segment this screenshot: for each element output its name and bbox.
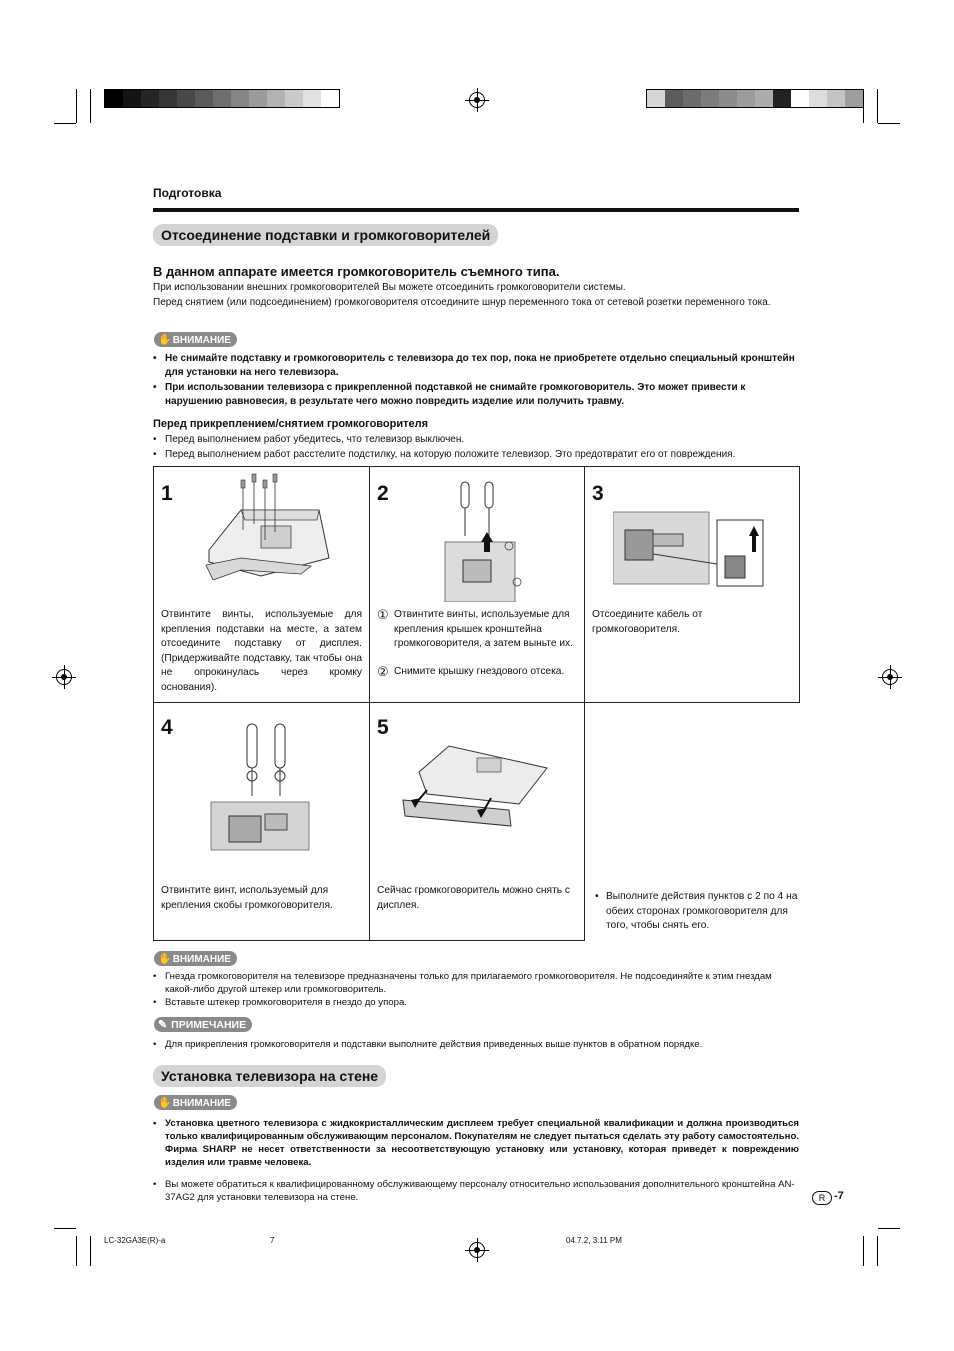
intro-line-2: Перед снятием (или подсоединением) громкоговорителя отсоедините шнур переменного тока от сетевой розетки переменного тока. (153, 297, 771, 308)
color-swatch (647, 90, 665, 107)
color-swatch (719, 90, 737, 107)
crop-mark (877, 89, 878, 123)
caution-item: • Не снимайте подставку и громкоговоритель с телевизора до тех пор, пока не приобретете отдельно специальный кронштейн для установки на него телевизора. (153, 353, 795, 378)
wall-caution-item: • Установка цветного телевизора с жидкокристаллическим дисплеем требует специальной квалификации и должна производиться только квалифицированным обслуживающим персоналом. Покупателям не следует пытаться сделать эту работу самостоятельно. Фирма SHARP не несет ответственности за несоответствующую установку или установку, которая приведет к повреждению изделия или травме человека. (153, 1118, 799, 1168)
step-number: 1 (161, 482, 173, 505)
step-caption-2: ② Снимите крышку гнездового отсека. (377, 664, 565, 679)
color-swatch (249, 90, 267, 107)
step-caption-1: ① Отвинтите винты, используемые для крепления крышек кронштейна громкоговорителя, а затем выньте их. (377, 607, 573, 649)
repeat-note: • Выполните действия пунктов с 2 по 4 на обеих сторонах громкоговорителя для того, чтобы снять его. (595, 891, 798, 931)
speaker-bracket-illustration (209, 722, 311, 852)
color-swatch (213, 90, 231, 107)
color-swatch (701, 90, 719, 107)
note-badge: ✎ ПРИМЕЧАНИЕ (154, 1017, 252, 1032)
crop-mark (90, 1236, 91, 1266)
color-swatch (267, 90, 285, 107)
caution-item: • При использовании телевизора с прикрепленной подставкой не снимайте громкоговоритель. Это может привести к нарушению равновесия, в результате чего можно повредить изделие или получить травму. (153, 382, 746, 407)
step-number: 4 (161, 716, 173, 739)
color-swatch (159, 90, 177, 107)
step-caption: Отвинтите винт, используемый для крепления скобы громкоговорителя. (161, 885, 333, 911)
color-swatch (845, 90, 863, 107)
page-number: -7 (834, 1190, 844, 1202)
intro-line-1: При использовании внешних громкоговорителей Вы можете отсоединить громкоговорители системы. (153, 282, 626, 293)
crop-mark (76, 89, 77, 123)
color-swatch (231, 90, 249, 107)
before-heading: Перед прикреплением/снятием громкоговорителя (153, 418, 429, 430)
file-code: LC-32GA3E(R)-a (104, 1236, 166, 1245)
color-swatch (285, 90, 303, 107)
note-item: • Для прикрепления громкоговорителя и подставки выполните действия приведенных выше пунктов в обратном порядке. (153, 1039, 703, 1050)
hand-icon: ✋ (158, 953, 172, 965)
color-swatch (195, 90, 213, 107)
subtitle: В данном аппарате имеется громкоговоритель съемного типа. (153, 264, 560, 279)
speaker-cover-illustration (443, 480, 533, 602)
color-swatch (105, 90, 123, 107)
crop-mark (878, 1228, 900, 1229)
crop-mark (877, 1236, 878, 1266)
steps-grid (153, 466, 800, 941)
step-number: 5 (377, 716, 389, 739)
registration-mark-icon (469, 1242, 485, 1258)
section-title-wall-mount: Установка телевизора на стене (153, 1065, 386, 1087)
color-swatch (141, 90, 159, 107)
section-title-detach: Отсоединение подставки и громкоговорителей (153, 224, 498, 246)
color-swatch (755, 90, 773, 107)
registration-mark-icon (882, 669, 898, 685)
crop-mark (878, 123, 900, 124)
hand-icon: ✋ (158, 1097, 172, 1109)
before-item: • Перед выполнением работ убедитесь, что телевизор выключен. (153, 434, 465, 445)
speaker-cable-illustration (613, 510, 765, 590)
hand-icon: ✋ (158, 334, 172, 346)
color-swatch (321, 90, 339, 107)
color-swatch (737, 90, 755, 107)
color-swatch (177, 90, 195, 107)
color-swatch (809, 90, 827, 107)
crop-mark (54, 1228, 76, 1229)
step-caption: Сейчас громкоговоритель можно снять с дисплея. (377, 885, 570, 911)
before-item: • Перед выполнением работ расстелите подстилку, на которую положите телевизор. Это предотвратит его от повреждения. (153, 449, 736, 460)
wall-info-item: • Вы можете обратиться к квалифицированному обслуживающему персоналу относительно использования дополнительного кронштейна AN-37AG2 для установки телевизора на стене. (153, 1179, 795, 1203)
step-number: 3 (592, 482, 604, 505)
crop-mark (76, 1236, 77, 1266)
tv-stand-illustration (201, 470, 341, 580)
header-rule (153, 208, 799, 212)
color-swatch (827, 90, 845, 107)
sheet-number: 7 (270, 1236, 275, 1245)
color-calibration-bar-left (104, 89, 340, 108)
color-swatch (123, 90, 141, 107)
color-swatch (773, 90, 791, 107)
print-timestamp: 04.7.2, 3:11 PM (566, 1236, 622, 1245)
caution-badge: ✋ВНИМАНИЕ (154, 951, 237, 966)
color-swatch (791, 90, 809, 107)
color-calibration-bar-right (646, 89, 864, 108)
registration-mark-icon (469, 92, 485, 108)
step-number: 2 (377, 482, 389, 505)
caution-badge: ✋ВНИМАНИЕ (154, 1095, 237, 1110)
pencil-icon: ✎ (158, 1019, 168, 1031)
caution-item: • Гнезда громкоговорителя на телевизоре предназначены только для прилагаемого громкоговорителя. Не подсоединяйте к этим гнездам какой-либо другой штекер или громкоговоритель. (153, 971, 772, 995)
step-caption: Отвинтите винты, используемые для крепления подставки на месте, а затем отсоедините подставку от дисплея. (Придерживайте подставку, так чтобы она не опрокинулась через кромку основания). (161, 609, 362, 693)
speaker-removal-illustration (399, 742, 549, 834)
step-caption: Отсоедините кабель от громкоговорителя. (592, 609, 703, 635)
registration-mark-icon (56, 669, 72, 685)
caution-badge: ✋ВНИМАНИЕ (154, 332, 237, 347)
caution-item: • Вставьте штекер громкоговорителя в гнездо до упора. (153, 997, 407, 1008)
page-region-badge: R (812, 1191, 832, 1205)
crop-mark (54, 123, 76, 124)
color-swatch (303, 90, 321, 107)
color-swatch (683, 90, 701, 107)
color-swatch (665, 90, 683, 107)
crop-mark (863, 1236, 864, 1266)
section-label: Подготовка (153, 186, 222, 200)
crop-mark (90, 89, 91, 123)
